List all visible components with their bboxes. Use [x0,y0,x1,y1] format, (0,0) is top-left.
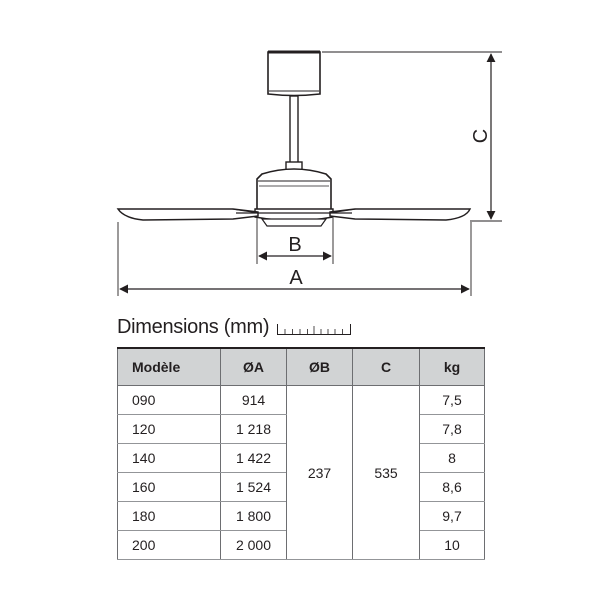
header-diameter-b: ØB [287,348,353,386]
cell-kg: 9,7 [420,502,485,531]
cell-diameter-a: 914 [221,386,287,415]
cell-diameter-a: 1 422 [221,444,287,473]
ruler-icon [277,324,351,335]
table-row [118,386,485,415]
header-model: Modèle [118,348,221,386]
cell-kg: 10 [420,531,485,560]
dimensions-table [117,347,485,560]
cell-diameter-b-shared: 237 [287,386,353,560]
cell-kg: 7,5 [420,386,485,415]
cell-c-shared: 535 [353,386,420,560]
cell-model: 160 [118,473,221,502]
fan-downrod [286,96,302,170]
cell-diameter-a: 1 800 [221,502,287,531]
dimension-c [322,52,502,221]
cell-model: 090 [118,386,221,415]
cell-diameter-a: 1 524 [221,473,287,502]
dimension-label-a: A [289,267,303,289]
cell-kg: 8 [420,444,485,473]
header-c: C [353,348,420,386]
dimension-label-c: C [470,128,492,144]
cell-model: 200 [118,531,221,560]
cell-diameter-a: 1 218 [221,415,287,444]
fan-blade-right [330,209,470,220]
dimensions-title: Dimensions (mm) [117,316,270,338]
cell-model: 120 [118,415,221,444]
header-diameter-a: ØA [221,348,287,386]
fan-motor-housing [255,169,333,226]
cell-diameter-a: 2 000 [221,531,287,560]
dimension-label-b: B [288,234,302,256]
dimensions-heading [117,316,351,339]
cell-kg: 7,8 [420,415,485,444]
cell-model: 180 [118,502,221,531]
header-kg: kg [420,348,485,386]
fan-blade-left [118,209,258,220]
fan-canopy [268,52,320,96]
cell-kg: 8,6 [420,473,485,502]
cell-model: 140 [118,444,221,473]
table-header-row [118,348,485,386]
